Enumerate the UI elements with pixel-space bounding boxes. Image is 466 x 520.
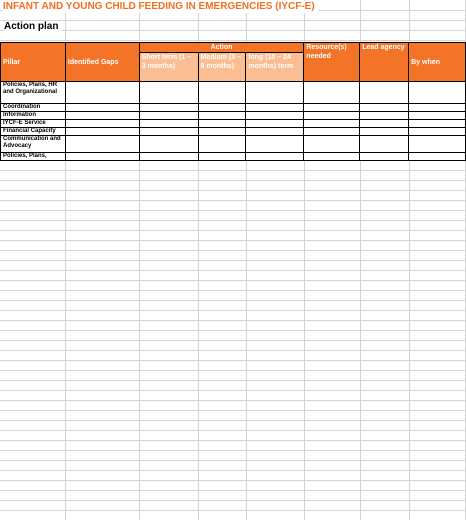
header-medium-term[interactable]: Medium (3 – 9 months) [198, 53, 246, 82]
grid-row-line [0, 20, 466, 21]
medium-term-cell[interactable] [198, 104, 246, 112]
header-long-term[interactable]: long (10 – 24 months) term [246, 53, 304, 82]
short-term-cell[interactable] [139, 136, 198, 153]
by-when-cell[interactable] [409, 136, 466, 153]
gaps-cell[interactable] [65, 136, 139, 153]
grid-row-line [0, 400, 466, 401]
resources-cell[interactable] [304, 82, 360, 104]
lead-agency-cell[interactable] [360, 104, 409, 112]
medium-term-cell[interactable] [198, 120, 246, 128]
gaps-cell[interactable] [65, 153, 139, 161]
sheet-subtitle: Action plan [4, 21, 62, 32]
short-term-cell[interactable] [139, 120, 198, 128]
grid-row-line [0, 230, 466, 231]
header-action[interactable]: Action [139, 43, 304, 53]
lead-agency-cell[interactable] [360, 82, 409, 104]
lead-agency-cell[interactable] [360, 136, 409, 153]
grid-row-line [0, 250, 466, 251]
by-when-cell[interactable] [409, 128, 466, 136]
short-term-cell[interactable] [139, 82, 198, 104]
resources-cell[interactable] [304, 153, 360, 161]
resources-cell[interactable] [304, 112, 360, 120]
table-row [1, 153, 466, 161]
by-when-cell[interactable] [409, 82, 466, 104]
long-term-cell[interactable] [246, 128, 304, 136]
long-term-cell[interactable] [246, 153, 304, 161]
table-row [1, 128, 466, 136]
lead-agency-cell[interactable] [360, 112, 409, 120]
grid-row-line [0, 350, 466, 351]
grid-row-line [0, 280, 466, 281]
grid-row-line [0, 200, 466, 201]
grid-row-line [0, 500, 466, 501]
lead-agency-cell[interactable] [360, 120, 409, 128]
action-plan-table [0, 42, 466, 161]
pillar-cell[interactable]: IYCF-E Service [1, 120, 66, 128]
resources-cell[interactable] [304, 128, 360, 136]
gaps-cell[interactable] [65, 128, 139, 136]
grid-row-line [0, 260, 466, 261]
by-when-cell[interactable] [409, 153, 466, 161]
long-term-cell[interactable] [246, 120, 304, 128]
grid-row-line [0, 40, 466, 41]
header-identified-gaps[interactable]: Identified Gaps [65, 43, 139, 82]
lead-agency-cell[interactable] [360, 153, 409, 161]
short-term-cell[interactable] [139, 128, 198, 136]
grid-row-line [0, 220, 466, 221]
resources-cell[interactable] [304, 136, 360, 153]
grid-row-line [0, 380, 466, 381]
header-pillar[interactable]: Pillar [1, 43, 66, 82]
grid-row-line [0, 460, 466, 461]
table-row [1, 104, 466, 112]
gaps-cell[interactable] [65, 120, 139, 128]
gaps-cell[interactable] [65, 82, 139, 104]
medium-term-cell[interactable] [198, 82, 246, 104]
by-when-cell[interactable] [409, 112, 466, 120]
grid-row-line [0, 420, 466, 421]
grid-row-line [0, 430, 466, 431]
grid-row-line [0, 370, 466, 371]
header-by-when[interactable]: By when [409, 43, 466, 82]
medium-term-cell[interactable] [198, 136, 246, 153]
table-row [1, 136, 466, 153]
table-row [1, 120, 466, 128]
pillar-cell[interactable]: Communication and Advocacy [1, 136, 66, 153]
pillar-cell[interactable]: Information [1, 112, 66, 120]
gaps-cell[interactable] [65, 112, 139, 120]
header-lead-agency[interactable]: Lead agency [360, 43, 409, 82]
grid-row-line [0, 290, 466, 291]
long-term-cell[interactable] [246, 112, 304, 120]
table-row [1, 82, 466, 104]
grid-row-line [0, 390, 466, 391]
long-term-cell[interactable] [246, 104, 304, 112]
medium-term-cell[interactable] [198, 128, 246, 136]
grid-row-line [0, 410, 466, 411]
header-resources-needed[interactable]: Resource(s) needed [304, 43, 360, 82]
grid-row-line [0, 330, 466, 331]
by-when-cell[interactable] [409, 104, 466, 112]
grid-row-line [0, 490, 466, 491]
sheet-title: INFANT AND YOUNG CHILD FEEDING IN EMERGENCIES (IYCF-E) [3, 1, 318, 13]
short-term-cell[interactable] [139, 153, 198, 161]
long-term-cell[interactable] [246, 136, 304, 153]
lead-agency-cell[interactable] [360, 128, 409, 136]
header-short-term[interactable]: Short term (1 – 3 months) [139, 53, 198, 82]
pillar-cell[interactable]: Policies, Plans, [1, 153, 66, 161]
grid-row-line [0, 340, 466, 341]
grid-row-line [0, 510, 466, 511]
resources-cell[interactable] [304, 120, 360, 128]
short-term-cell[interactable] [139, 104, 198, 112]
grid-row-line [0, 270, 466, 271]
pillar-cell[interactable]: Financial Capacity [1, 128, 66, 136]
pillar-cell[interactable]: Coordination [1, 104, 66, 112]
grid-row-line [0, 30, 466, 31]
grid-row-line [0, 210, 466, 211]
grid-row-line [0, 180, 466, 181]
grid-row-line [0, 360, 466, 361]
grid-row-line [0, 480, 466, 481]
grid-row-line [0, 470, 466, 471]
grid-row-line [0, 440, 466, 441]
grid-row-line [0, 240, 466, 241]
medium-term-cell[interactable] [198, 153, 246, 161]
resources-cell[interactable] [304, 104, 360, 112]
grid-row-line [0, 190, 466, 191]
grid-row-line [0, 300, 466, 301]
grid-row-line [0, 320, 466, 321]
short-term-cell[interactable] [139, 112, 198, 120]
medium-term-cell[interactable] [198, 112, 246, 120]
table-row [1, 112, 466, 120]
by-when-cell[interactable] [409, 120, 466, 128]
grid-row-line [0, 450, 466, 451]
grid-row-line [0, 310, 466, 311]
grid-row-line [0, 170, 466, 171]
long-term-cell[interactable] [246, 82, 304, 104]
gaps-cell[interactable] [65, 104, 139, 112]
pillar-cell[interactable]: Policies, Plans, HR and Organizational [1, 82, 66, 104]
